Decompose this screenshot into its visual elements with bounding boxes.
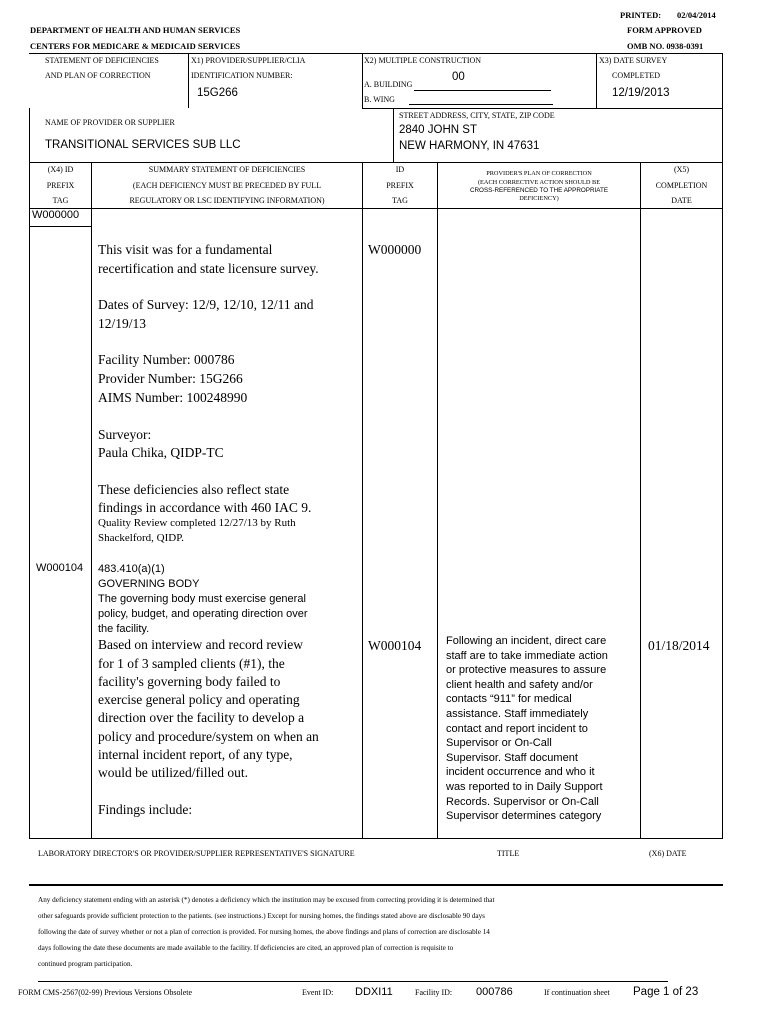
omb-number: OMB NO. 0938-0391 xyxy=(627,41,704,51)
x2-label: X2) MULTIPLE CONSTRUCTION xyxy=(364,56,482,65)
survey-completed-date: 12/19/2013 xyxy=(612,87,670,99)
regulation-citation: 483.410(a)(1) xyxy=(98,563,165,575)
form-approved: FORM APPROVED xyxy=(627,25,702,35)
finding-line-3: facility's governing body failed to xyxy=(98,674,281,689)
printed-label: PRINTED: xyxy=(620,10,662,20)
plan-line: staff are to take immediate action xyxy=(446,649,608,662)
summary-header: SUMMARY STATEMENT OF DEFICIENCIES xyxy=(148,165,306,174)
tag-w000104: W000104 xyxy=(36,562,84,574)
title-label: TITLE xyxy=(497,849,520,858)
disclaimer-line: continued program participation. xyxy=(38,960,133,968)
x5-header: (X5) xyxy=(673,165,690,174)
surveyor-label: Surveyor: xyxy=(98,427,152,442)
building-label: A. BUILDING xyxy=(364,80,413,89)
disclaimer-line: following the date of survey whether or not a plan of correction is provided. For nursing homes, the above findings and plans of correction are disclosable 14 xyxy=(38,928,490,936)
summary-subheader: (EACH DEFICIENCY MUST BE PRECEDED BY FULL xyxy=(132,181,322,190)
x3-sublabel: COMPLETED xyxy=(612,71,660,80)
finding-line-6: policy and procedure/system on when an xyxy=(98,729,319,744)
plan-header: PROVIDER'S PLAN OF CORRECTION xyxy=(486,170,592,177)
visit-line-1: This visit was for a fundamental xyxy=(98,242,273,257)
disclaimer xyxy=(38,892,718,972)
x5-completion: COMPLETION xyxy=(655,181,708,190)
x5-date: DATE xyxy=(671,196,692,205)
id-tag: TAG xyxy=(392,196,408,205)
signature-label: LABORATORY DIRECTOR'S OR PROVIDER/SUPPLIER REPRESENTATIVE'S SIGNATURE xyxy=(38,849,355,858)
finding-line-5: direction over the facility to develop a xyxy=(98,710,305,725)
plan-line: or protective measures to assure xyxy=(446,664,607,677)
id-prefix: PREFIX xyxy=(386,181,414,190)
completion-date: 01/18/2014 xyxy=(648,638,710,653)
plan-line: incident occurrence and who it xyxy=(446,766,595,779)
wing-label: B. WING xyxy=(364,95,395,104)
dates-line-1: Dates of Survey: 12/9, 12/10, 12/11 and xyxy=(98,297,314,312)
plan-subheader-3: DEFICIENCY) xyxy=(519,195,559,202)
plan-line: assistance. Staff immediately xyxy=(446,707,589,720)
plan-of-correction-text xyxy=(446,634,608,824)
disclaimer-line: Any deficiency statement ending with an asterisk (*) denotes a deficiency which the institution may be excused from correcting providing it is determined that xyxy=(38,896,495,904)
disclaimer-line: other safeguards provide sufficient protection to the patients. (see instructions.) Except for nursing homes, the findings stated above are disclosable 90 days xyxy=(38,912,485,920)
id-header: ID xyxy=(395,165,405,174)
department-title: DEPARTMENT OF HEALTH AND HUMAN SERVICES xyxy=(30,25,241,35)
event-id-value: DDXI11 xyxy=(355,986,393,998)
form-number: FORM CMS-2567(02-99) Previous Versions Obsolete xyxy=(18,988,193,997)
dates-line-2: 12/19/13 xyxy=(98,316,147,331)
facility-id-label: Facility ID: xyxy=(415,988,453,997)
page-number: Page 1 of 23 xyxy=(633,986,699,998)
plan-line: contact and report incident to xyxy=(446,722,588,735)
plan-line: Following an incident, direct care xyxy=(446,635,607,647)
x3-label: X3) DATE SURVEY xyxy=(599,56,668,65)
id-tag-w000104: W000104 xyxy=(368,638,422,653)
regulation-text-2: policy, budget, and operating direction over xyxy=(98,608,308,620)
provider-name: TRANSITIONAL SERVICES SUB LLC xyxy=(45,139,241,151)
tag-w000000: W000000 xyxy=(32,209,80,221)
plan-line: Supervisor determines category xyxy=(446,810,602,823)
finding-line-4: exercise general policy and operating xyxy=(98,692,300,707)
regulation-title: GOVERNING BODY xyxy=(98,578,200,590)
plan-line: Records. Supervisor or On-Call xyxy=(446,795,599,808)
aims-number: AIMS Number: 100248990 xyxy=(98,390,248,405)
x1-label: X1) PROVIDER/SUPPLIER/CLIA xyxy=(191,56,306,65)
statement-label: STATEMENT OF DEFICIENCIES xyxy=(45,56,159,65)
plan-line: client health and safety and/or xyxy=(446,678,593,691)
printed-date: 02/04/2014 xyxy=(677,10,716,20)
address-label: STREET ADDRESS, CITY, STATE, ZIP CODE xyxy=(399,111,555,120)
address-street: 2840 JOHN ST xyxy=(399,124,477,136)
regulation-text-1: The governing body must exercise general xyxy=(98,593,306,605)
centers-title: CENTERS FOR MEDICARE & MEDICAID SERVICES xyxy=(30,41,241,51)
facility-id-value: 000786 xyxy=(476,986,513,998)
facility-number: Facility Number: 000786 xyxy=(98,352,235,367)
reflect-line-1: These deficiencies also reflect state xyxy=(98,482,290,497)
plan-line: contacts “911” for medical xyxy=(446,693,572,706)
x4-tag: TAG xyxy=(52,196,69,205)
building-value: 00 xyxy=(452,71,465,83)
summary-subheader-2: REGULATORY OR LSC IDENTIFYING INFORMATION) xyxy=(129,196,325,205)
finding-line-2: for 1 of 3 sampled clients (#1), the xyxy=(98,656,285,671)
findings-include: Findings include: xyxy=(98,802,193,817)
event-id-label: Event ID: xyxy=(302,988,334,997)
plan-subheader-2: CROSS-REFERENCED TO THE APPROPRIATE xyxy=(469,187,609,194)
plan-line: was reported to in Daily Support xyxy=(446,780,603,793)
quality-review-line-2: Shackelford, QIDP. xyxy=(98,532,184,544)
finding-line-1: Based on interview and record review xyxy=(98,637,304,652)
x4-prefix: PREFIX xyxy=(46,181,75,190)
provider-number: Provider Number: 15G266 xyxy=(98,371,243,386)
plan-subheader: (EACH CORRECTIVE ACTION SHOULD BE xyxy=(477,179,601,186)
disclaimer-line: days following the date these documents are made available to the facility. If deficiencies are cited, an approved plan of correction is requisite to xyxy=(38,944,454,952)
provider-name-label: NAME OF PROVIDER OR SUPPLIER xyxy=(45,118,175,127)
reflect-line-2: findings in accordance with 460 IAC 9. xyxy=(98,500,312,515)
surveyor-name: Paula Chika, QIDP-TC xyxy=(98,445,224,460)
x4-header: (X4) ID xyxy=(47,165,74,174)
address-city: NEW HARMONY, IN 47631 xyxy=(399,140,540,152)
id-tag-w000000: W000000 xyxy=(368,242,422,257)
provider-id-value: 15G266 xyxy=(197,87,238,99)
plan-of-correction-label: AND PLAN OF CORRECTION xyxy=(45,71,151,80)
signature-date-label: (X6) DATE xyxy=(649,849,687,858)
visit-line-2: recertification and state licensure survey. xyxy=(98,261,319,276)
continuation-label: If continuation sheet xyxy=(544,988,610,997)
plan-line: Supervisor or On-Call xyxy=(446,737,552,750)
plan-line: Supervisor. Staff document xyxy=(446,751,578,764)
finding-line-7: internal incident report, of any type, xyxy=(98,747,293,762)
finding-line-8: would be utilized/filled out. xyxy=(98,765,248,780)
x1-sublabel: IDENTIFICATION NUMBER: xyxy=(191,71,293,80)
regulation-text-3: the facility. xyxy=(98,623,150,635)
quality-review-line-1: Quality Review completed 12/27/13 by Ruth xyxy=(98,517,296,529)
